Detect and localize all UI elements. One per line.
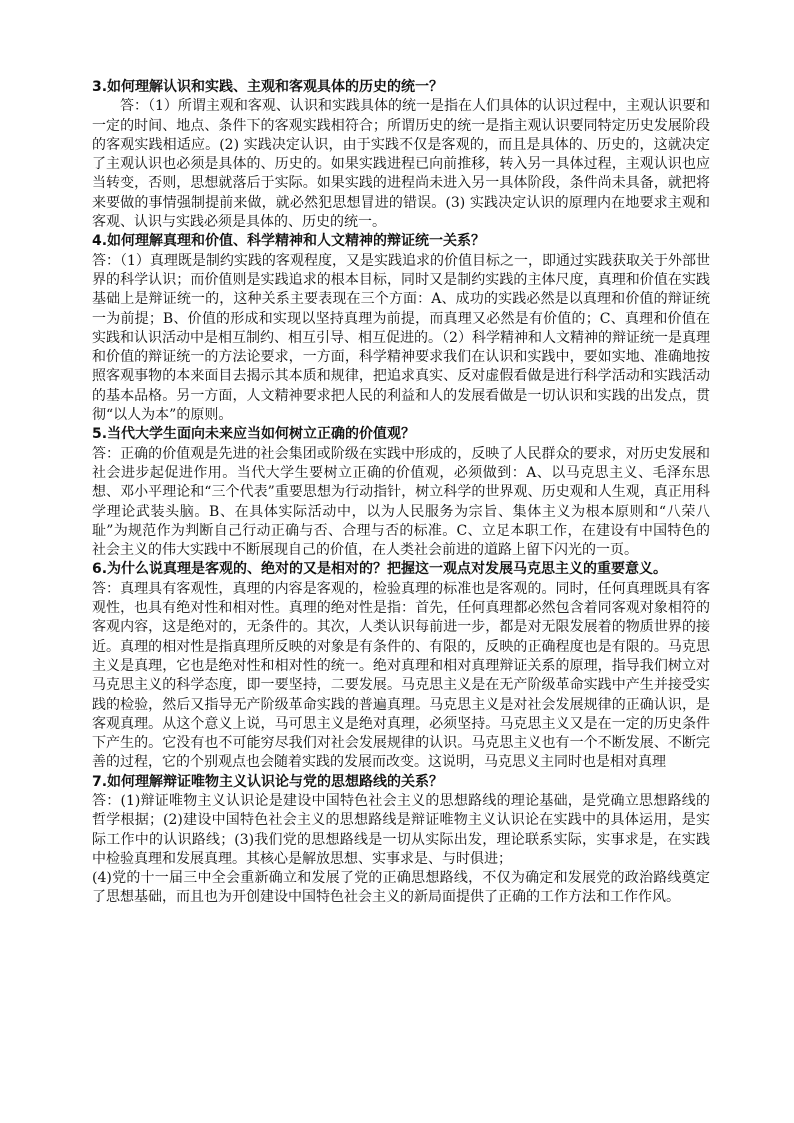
question-heading: 5.当代大学生面向未来应当如何树立正确的价值观？ [92, 426, 416, 443]
section-5 [92, 425, 710, 560]
section-7 [92, 773, 710, 908]
question-heading: 7.如何理解辩证唯物主义认识论与党的思想路线的关系？ [92, 773, 444, 790]
section-6 [92, 560, 710, 772]
answer-paragraph: 答：（1）真理既是制约实践的客观程度，又是实践追求的价值目标之一，即通过实践获取关于外部世界的科学认识；而价值则是实践追求的根本目标，同时又是制约实践的主体尺度，真理和价值在实践基础上是辩证统一的，这种关系主要表现在三个方面：A、成功的实践必然是以真理和价值的辩证统一为前提；B、价值的形成和实现以坚持真理为前提，而真理又必然是有价值的；C、真理和价值在实践和认识活动中是相互制约、相互引导、相互促进的。（2）科学精神和人文精神的辩证统一是真理和价值的辩证统一的方法论要求，一方面，科学精神要求我们在认识和实践中，要如实地、准确地按照客观事物的本来面目去揭示其本质和规律，把追求真实、反对虚假看做是进行科学活动和实践活动的基本品格。另一方面，人文精神要求把人民的利益和人的发展看做是一切认识和实践的出发点，贯彻“以人为本”的原则。 [92, 252, 710, 424]
answer-paragraph: 答：真理具有客观性，真理的内容是客观的，检验真理的标准也是客观的。同时，任何真理既具有客观性，也具有绝对性和相对性。真理的绝对性是指：首先，任何真理都必然包含着同客观对象相符的客观内容，这是绝对的，无条件的。其次，人类认识每前进一步，都是对无限发展着的物质世界的接近。真理的相对性是指真理所反映的对象是有条件的、有限的，反映的正确程度也是有限的。马克思主义是真理，它也是绝对性和相对性的统一。绝对真理和相对真理辩证关系的原理，指导我们树立对马克思主义的科学态度，即一要坚持，二要发展。马克思主义是在无产阶级革命实践中产生并接受实践的检验，然后又指导无产阶级革命实践的普遍真理。马克思主义是对社会发展规律的正确认识，是客观真理。从这个意义上说，马可思主义是绝对真理，必须坚持。马克思主义又是在一定的历史条件下产生的。它没有也不可能穷尽我们对社会发展规律的认识。马克思主义也有一个不断发展、不断完善的过程，它的个别观点也会随着实践的发展而改变。这说明，马克思义主同时也是相对真理 [92, 580, 710, 771]
answer-paragraph: 答：（1）所谓主观和客观、认识和实践具体的统一是指在人们具体的认识过程中，主观认识要和一定的时间、地点、条件下的客观实践相符合；所谓历史的统一是指主观认识要同特定历史发展阶段的客观实践相适应。(2) 实践决定认识，由于实践不仅是客观的，而且是具体的、历史的，这就决定了主观认识也必须是具体的、历史的。如果实践进程已向前推移，转入另一具体过程，主观认识也应当转变，否则，思想就落后于实际。如果实践的进程尚未进入另一具体阶段，条件尚未具备，就把将来要做的事情强制提前来做，就必然犯思想冒进的错误。(3) 实践决定认识的原理内在地要求主观和客观、认识与实践必须是具体的、历史的统一。 [92, 98, 710, 231]
question-heading: 3.如何理解认识和实践、主观和客观具体的历史的统一？ [92, 79, 444, 95]
question-heading: 6.为什么说真理是客观的、绝对的又是相对的？把握这一观点对发展马克思主义的重要意义。 [92, 561, 668, 578]
document-page [92, 78, 710, 908]
answer-paragraph: 答：正确的价值观是先进的社会集团或阶级在实践中形成的，反映了人民群众的要求，对历史发展和社会进步起促进作用。当代大学生要树立正确的价值观，必须做到：A、以马克思主义、毛泽东思想、邓小平理论和“三个代表”重要思想为行动指针，树立科学的世界观、历史观和人生观，真正用科学理论武装头脑。B、在具体实际活动中，以为人民服务为宗旨、集体主义为根本原则和“八荣八耻”为规范作为判断自己行动正确与否、合理与否的标准。C、立足本职工作，在建设有中国特色的社会主义的伟大实践中不断展现自己的价值，在人类社会前进的道路上留下闪光的一页。 [92, 445, 710, 559]
section-4 [92, 232, 710, 425]
answer-paragraph: (4)党的十一届三中全会重新确立和发展了党的正确思想路线，不仅为确定和发展党的政治路线奠定了思想基础，而且也为开创建设中国特色社会主义的新局面提供了正确的工作方法和工作作风。 [92, 870, 710, 906]
answer-paragraph: 答：(1)辩证唯物主义认识论是建设中国特色社会主义的思想路线的理论基础，是党确立思想路线的哲学根据；(2)建设中国特色社会主义的思想路线是辩证唯物主义认识论在实践中的具体运用，是实际工作中的认识路线；(3)我们党的思想路线是一切从实际出发，理论联系实际，实事求是，在实践中检验真理和发展真理。其核心是解放思想、实事求是、与时俱进； [92, 792, 710, 867]
question-heading: 4.如何理解真理和价值、科学精神和人文精神的辩证统一关系？ [92, 233, 486, 250]
section-3 [92, 78, 710, 232]
